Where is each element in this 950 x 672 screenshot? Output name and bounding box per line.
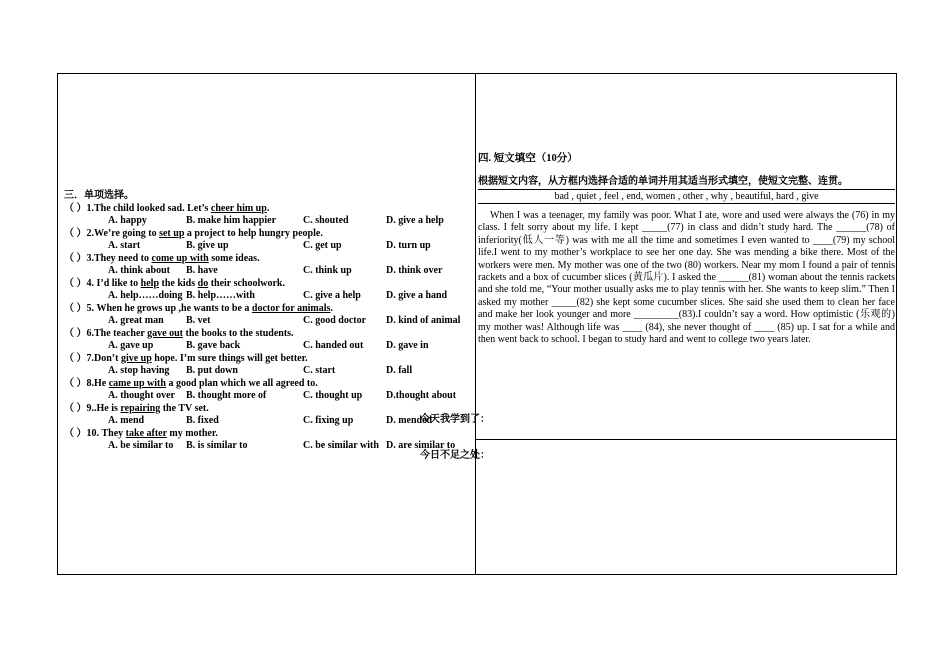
question-1	[64, 203, 468, 216]
question-text: 7.Don’t	[86, 352, 121, 364]
worksheet-table	[57, 73, 897, 575]
answer-blank: （ ）	[64, 277, 87, 289]
question-text: a good plan which we all agreed to.	[165, 377, 318, 389]
answer-blank: （ ）	[64, 252, 87, 264]
question-8	[64, 378, 468, 391]
cloze-section	[478, 150, 895, 346]
question-4	[64, 278, 468, 291]
underlined-phrase: give up	[120, 352, 152, 364]
answer-blank: （ ）	[64, 352, 87, 364]
word-box: bad , quiet , feel , end, women , other , why , beautiful, hard , give	[478, 189, 895, 204]
option-b: B. make him happier	[186, 215, 277, 226]
question-2	[64, 228, 468, 241]
question-text: the TV set.	[160, 402, 209, 414]
option-c: C. shouted	[303, 215, 349, 226]
options-row	[64, 390, 468, 403]
option-b: B. thought more of	[186, 390, 267, 401]
section-title: 三．单项选择。	[64, 190, 134, 201]
question-7	[64, 353, 468, 366]
option-d: D. fall	[386, 365, 413, 376]
question-3	[64, 253, 468, 266]
option-d: D. think over	[386, 265, 443, 276]
question-text: 2.We’re going to	[86, 227, 160, 239]
option-d: D. mended	[386, 415, 433, 426]
option-d: D. give a help	[386, 215, 444, 226]
cloze-passage: When I was a teenager, my family was poor. What I ate, wore and used were always the (76) in my class. I felt sorry about my life. I kept _____(77) in class and didn’t study hard. The ______(78) of inferiority(低人一等) was with me all the time and sometimes I even wanted to ____(79) my school life.I went to my mother’s workplace to see her one day. She was mending a bike there. Most of the workers were men. My mother was one of the two (80) workers. Near my mom I found a pair of tennis rackets and a box of cucumber slices (黄瓜片). I asked the ______(81) woman about the tennis rackets and she told me, “Your mother usually asks me to play tennis with her. She wants to keep slim.” Then I asked my mother _____(82) she kept some cucumber slices. She said she used them to clean her face and make her look younger and more _________(83).I couldn’t say a word. How optimistic (乐观的) my mother was! Although life was ____ (84), she never thought of ____ (85) up. I sat for a while and then went back to school. I began to study hard and went to college two years later.	[478, 210, 895, 346]
option-a: A. think about	[108, 265, 170, 276]
multiple-choice-section	[64, 190, 468, 453]
option-a: A. help……doing	[108, 290, 183, 301]
option-a: A. happy	[108, 215, 147, 226]
option-d: D. turn up	[386, 240, 431, 251]
cloze-title: 四. 短文填空（10分）	[478, 153, 578, 164]
answer-blank: （ ）	[64, 427, 87, 439]
underlined-phrase: take after	[125, 427, 167, 439]
option-c: C. start	[303, 365, 336, 376]
underlined-phrase: gave out	[147, 327, 183, 339]
question-5	[64, 303, 468, 316]
question-text: the kids	[159, 277, 198, 289]
question-text: their schoolwork.	[208, 277, 285, 289]
option-b: B. give up	[186, 240, 229, 251]
underlined-phrase: repairing	[120, 402, 161, 414]
option-c: C. think up	[303, 265, 352, 276]
option-a: A. start	[108, 240, 141, 251]
option-a: A. mend	[108, 415, 145, 426]
options-row	[64, 290, 468, 303]
options-row	[64, 365, 468, 378]
today-shortcoming-label: 今日不足之处：	[420, 450, 490, 461]
underlined-phrase: do	[197, 277, 209, 289]
option-a: A. gave up	[108, 340, 154, 351]
option-d: D. give a hand	[386, 290, 448, 301]
question-text: some ideas.	[208, 252, 260, 264]
underlined-phrase: doctor for animals	[251, 302, 331, 314]
question-text: 5. When he grows up ,he wants to be a	[86, 302, 252, 314]
question-text: hope. I’m sure things will get better.	[151, 352, 308, 364]
answer-blank: （ ）	[64, 327, 87, 339]
answer-blank: （ ）	[64, 227, 87, 239]
option-a: A. be similar to	[108, 440, 174, 451]
question-text: .	[330, 302, 333, 314]
option-b: B. put down	[186, 365, 238, 376]
options-row	[64, 415, 468, 428]
question-text: 1.The child looked sad. Let’s	[86, 202, 211, 214]
option-c: C. get up	[303, 240, 342, 251]
option-d: D. are similar to	[386, 440, 456, 451]
option-b: B. have	[186, 265, 218, 276]
option-b: B. fixed	[186, 415, 219, 426]
option-b: B. vet	[186, 315, 211, 326]
answer-blank: （ ）	[64, 202, 87, 214]
option-d: D. kind of animal	[386, 315, 461, 326]
question-text: 3.They need to	[86, 252, 152, 264]
option-c: C. fixing up	[303, 415, 354, 426]
answer-blank: （ ）	[64, 377, 87, 389]
option-b: B. help……with	[186, 290, 255, 301]
option-c: C. give a help	[303, 290, 361, 301]
options-row	[64, 215, 468, 228]
underlined-phrase: help	[140, 277, 160, 289]
question-text: 6.The teacher	[86, 327, 148, 339]
question-text: .	[266, 202, 270, 214]
question-10	[64, 428, 468, 441]
option-c: C. thought up	[303, 390, 363, 401]
option-b: B. gave back	[186, 340, 241, 351]
option-a: A. thought over	[108, 390, 175, 401]
option-b: B. is similar to	[186, 440, 248, 451]
option-c: C. handed out	[303, 340, 364, 351]
answer-blank: （ ）	[64, 402, 87, 414]
row-divider	[475, 439, 897, 440]
option-a: A. great man	[108, 315, 164, 326]
options-row	[64, 240, 468, 253]
option-d: D. gave in	[386, 340, 429, 351]
cloze-instruction: 根据短文内容，从方框内选择合适的单词并用其适当形式填空，使短文完整、连贯。	[478, 176, 848, 187]
question-text: a project to help hungry people.	[184, 227, 323, 239]
options-row	[64, 265, 468, 278]
option-c: C. good doctor	[303, 315, 367, 326]
underlined-phrase: cheer him up	[210, 202, 267, 214]
options-row	[64, 315, 468, 328]
question-9	[64, 403, 468, 416]
options-row	[64, 440, 468, 453]
answer-blank: （ ）	[64, 302, 87, 314]
question-text: 10. They	[86, 427, 126, 439]
option-d: D.thought about	[386, 390, 457, 401]
question-text: 9..He is	[86, 402, 121, 414]
question-6	[64, 328, 468, 341]
question-text: my mother.	[166, 427, 218, 439]
question-text: the books to the students.	[182, 327, 294, 339]
underlined-phrase: come up with	[151, 252, 209, 264]
option-c: C. be similar with	[303, 440, 379, 451]
question-list	[64, 203, 468, 453]
option-a: A. stop having	[108, 365, 170, 376]
underlined-phrase: came up with	[108, 377, 166, 389]
today-learned-label: 今天我学到了：	[420, 414, 490, 425]
options-row	[64, 340, 468, 353]
column-divider	[475, 74, 476, 574]
question-text: 4. I’d like to	[86, 277, 141, 289]
question-text: 8.He	[86, 377, 109, 389]
underlined-phrase: set up	[159, 227, 185, 239]
